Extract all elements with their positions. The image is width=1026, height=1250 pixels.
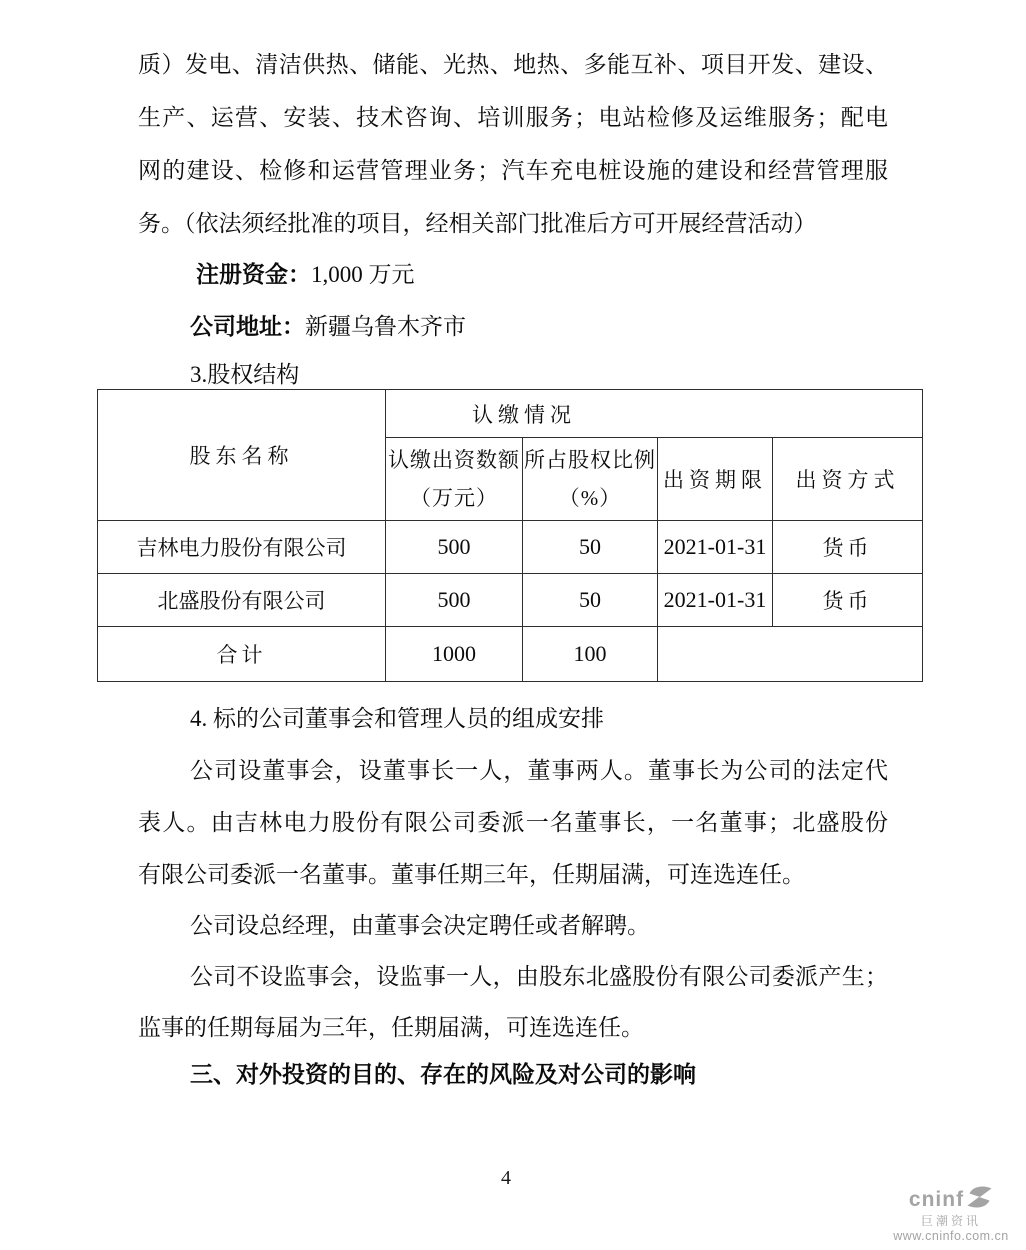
amount-cell: 500 [386, 521, 523, 574]
section4-heading: 4. 标的公司董事会和管理人员的组成安排 [190, 706, 604, 731]
supervisor-para-line-2: 监事的任期每届为三年，任期届满，可连选连任。 [138, 1015, 644, 1040]
ratio-cell: 50 [523, 574, 658, 627]
manager-para-line: 公司设总经理，由董事会决定聘任或者解聘。 [190, 913, 650, 938]
amount-cell: 500 [386, 574, 523, 627]
header-subscribed-amount-line1: 认缴出资数额 [388, 448, 520, 472]
total-ratio-cell: 100 [523, 627, 658, 682]
header-contribution-method: 出资方式 [773, 438, 923, 521]
page-number: 4 [501, 1167, 511, 1189]
company-address-value: 新疆乌鲁木齐市 [305, 314, 466, 339]
company-address-line [190, 312, 466, 342]
shareholder-name-cell: 北盛股份有限公司 [98, 574, 386, 627]
shareholder-name-cell: 吉林电力股份有限公司 [98, 521, 386, 574]
deadline-cell: 2021-01-31 [658, 521, 773, 574]
cninfo-swirl-icon [966, 1186, 993, 1212]
header-equity-ratio-line2: （%） [558, 486, 622, 510]
registered-capital-value: 1,000 万元 [311, 262, 415, 287]
header-subscription-group: 认缴情况 [386, 390, 923, 438]
header-subscribed-amount-line2: （万元） [410, 486, 498, 510]
supervisor-para-line-1: 公司不设监事会，设监事一人，由股东北盛股份有限公司委派产生； [190, 964, 888, 989]
table-total-row [98, 627, 923, 682]
registered-capital-line [196, 260, 415, 290]
board-para-line-1: 公司设董事会，设董事长一人，董事两人。董事长为公司的法定代 [190, 758, 888, 783]
header-contribution-deadline: 出资期限 [658, 438, 773, 521]
board-para-line-2: 表人。由吉林电力股份有限公司委派一名董事长，一名董事；北盛股份 [138, 810, 888, 835]
ratio-cell: 50 [523, 521, 658, 574]
cninfo-url: www.cninfo.com.cn [893, 1229, 1009, 1243]
header-subscribed-amount [386, 438, 523, 521]
cninfo-watermark [893, 1186, 1009, 1243]
registered-capital-label: 注册资金： [196, 262, 311, 287]
header-shareholder-name: 股东名称 [98, 390, 386, 521]
cninfo-brand-row [893, 1186, 1009, 1212]
method-cell: 货币 [773, 521, 923, 574]
header-equity-ratio-line1: 所占股权比例 [524, 448, 656, 472]
deadline-cell: 2021-01-31 [658, 574, 773, 627]
method-cell: 货币 [773, 574, 923, 627]
business-scope-line-4: 务。（依法须经批准的项目，经相关部门批准后方可开展经营活动） [138, 211, 817, 236]
total-empty-cell [658, 627, 923, 682]
section-three-heading: 三、对外投资的目的、存在的风险及对公司的影响 [190, 1062, 696, 1087]
company-address-label: 公司地址： [190, 314, 305, 339]
table-row [98, 521, 923, 574]
business-scope-line-1: 质）发电、清洁供热、储能、光热、地热、多能互补、项目开发、建设、 [138, 52, 888, 77]
total-amount-cell: 1000 [386, 627, 523, 682]
board-para-line-3: 有限公司委派一名董事。董事任期三年，任期届满，可连选连任。 [138, 862, 805, 887]
table-row [98, 574, 923, 627]
cninfo-chinese-name: 巨潮资讯 [920, 1214, 981, 1228]
business-scope-line-3: 网的建设、检修和运营管理业务；汽车充电桩设施的建设和经营管理服 [138, 158, 888, 183]
equity-structure-table [97, 389, 923, 682]
header-equity-ratio [523, 438, 658, 521]
section3-heading: 3.股权结构 [190, 362, 300, 387]
business-scope-line-2: 生产、运营、安装、技术咨询、培训服务；电站检修及运维服务；配电 [138, 105, 888, 130]
total-label-cell: 合计 [98, 627, 386, 682]
cninfo-logo-text: cninf [908, 1187, 965, 1211]
